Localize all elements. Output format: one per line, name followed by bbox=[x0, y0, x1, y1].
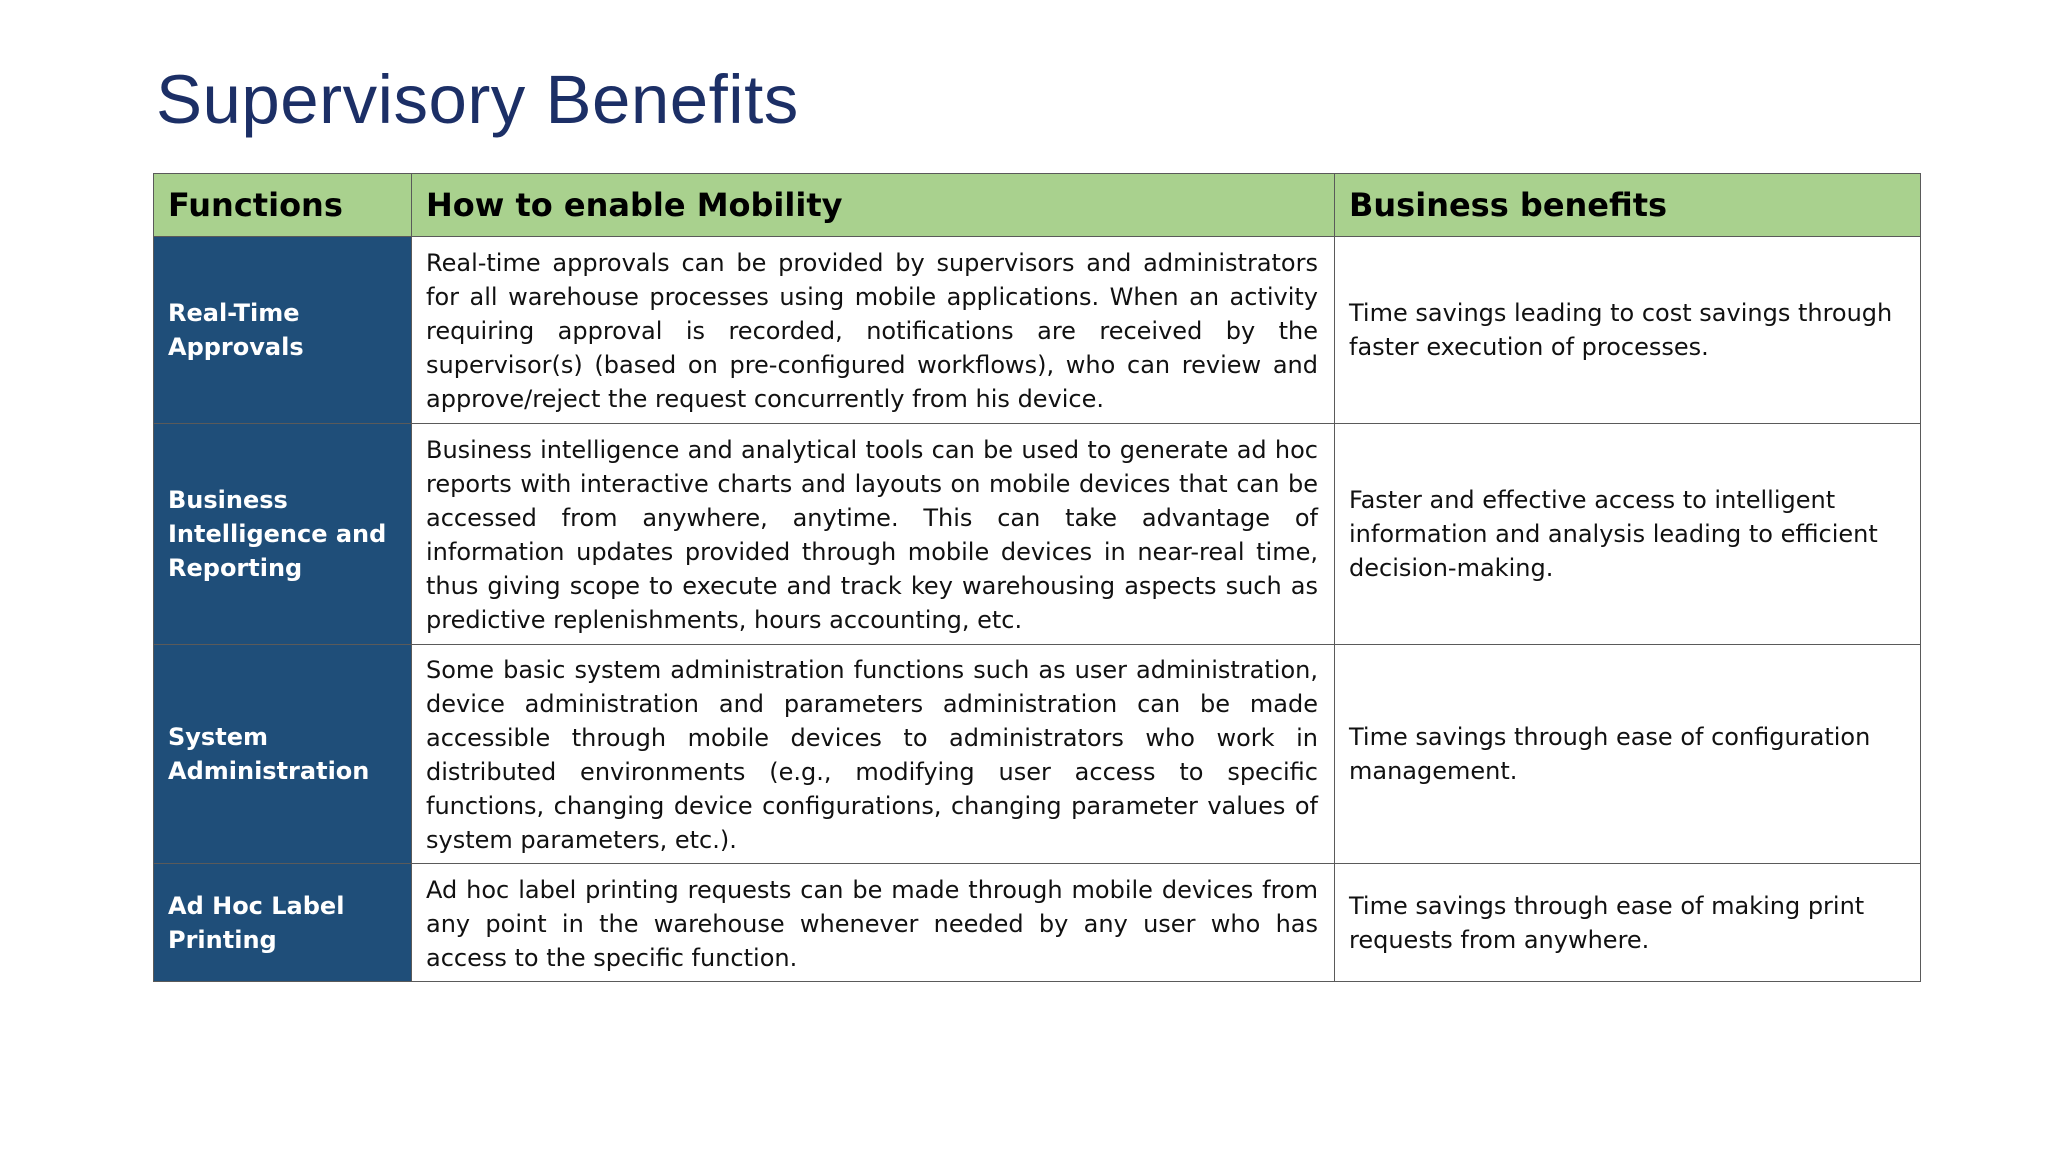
function-cell: Ad Hoc Label Printing bbox=[154, 864, 412, 982]
how-cell: Business intelligence and analytical tools can be used to generate ad hoc reports with interactive charts and layouts on mobile devices that can be accessed from anywhere, anytime. This can take advantage of information updates provided through mobile devices in near-real time, thus giving scope to execute and track key warehousing aspects such as predictive replenishments, hours accounting, etc. bbox=[412, 424, 1335, 645]
benefit-cell: Time savings through ease of making print requests from anywhere. bbox=[1335, 864, 1921, 982]
function-cell: System Administration bbox=[154, 645, 412, 864]
slide-title: Supervisory Benefits bbox=[156, 61, 799, 138]
header-how-to-enable-mobility: How to enable Mobility bbox=[412, 174, 1335, 237]
benefit-cell: Faster and effective access to intelligent information and analysis leading to efficient decision-making. bbox=[1335, 424, 1921, 645]
header-business-benefits: Business benefits bbox=[1335, 174, 1921, 237]
table-header-row bbox=[154, 174, 1921, 237]
table-row bbox=[154, 237, 1921, 424]
how-cell: Ad hoc label printing requests can be made through mobile devices from any point in the warehouse whenever needed by any user who has access to the specific function. bbox=[412, 864, 1335, 982]
benefit-cell: Time savings through ease of configuration management. bbox=[1335, 645, 1921, 864]
how-cell: Some basic system administration functions such as user administration, device administration and parameters administration can be made accessible through mobile devices to administrators who work in distributed environments (e.g., modifying user access to specific functions, changing device configurations, changing parameter values of system parameters, etc.). bbox=[412, 645, 1335, 864]
function-cell: Real-Time Approvals bbox=[154, 237, 412, 424]
function-cell: Business Intelligence and Reporting bbox=[154, 424, 412, 645]
benefits-table bbox=[153, 173, 1921, 982]
table-row bbox=[154, 424, 1921, 645]
benefit-cell: Time savings leading to cost savings through faster execution of processes. bbox=[1335, 237, 1921, 424]
header-functions: Functions bbox=[154, 174, 412, 237]
table-row bbox=[154, 645, 1921, 864]
how-cell: Real-time approvals can be provided by supervisors and administrators for all warehouse processes using mobile applications. When an activity requiring approval is recorded, notifications are received by the supervisor(s) (based on pre-configured workflows), who can review and approve/reject the request concurrently from his device. bbox=[412, 237, 1335, 424]
table-row bbox=[154, 864, 1921, 982]
